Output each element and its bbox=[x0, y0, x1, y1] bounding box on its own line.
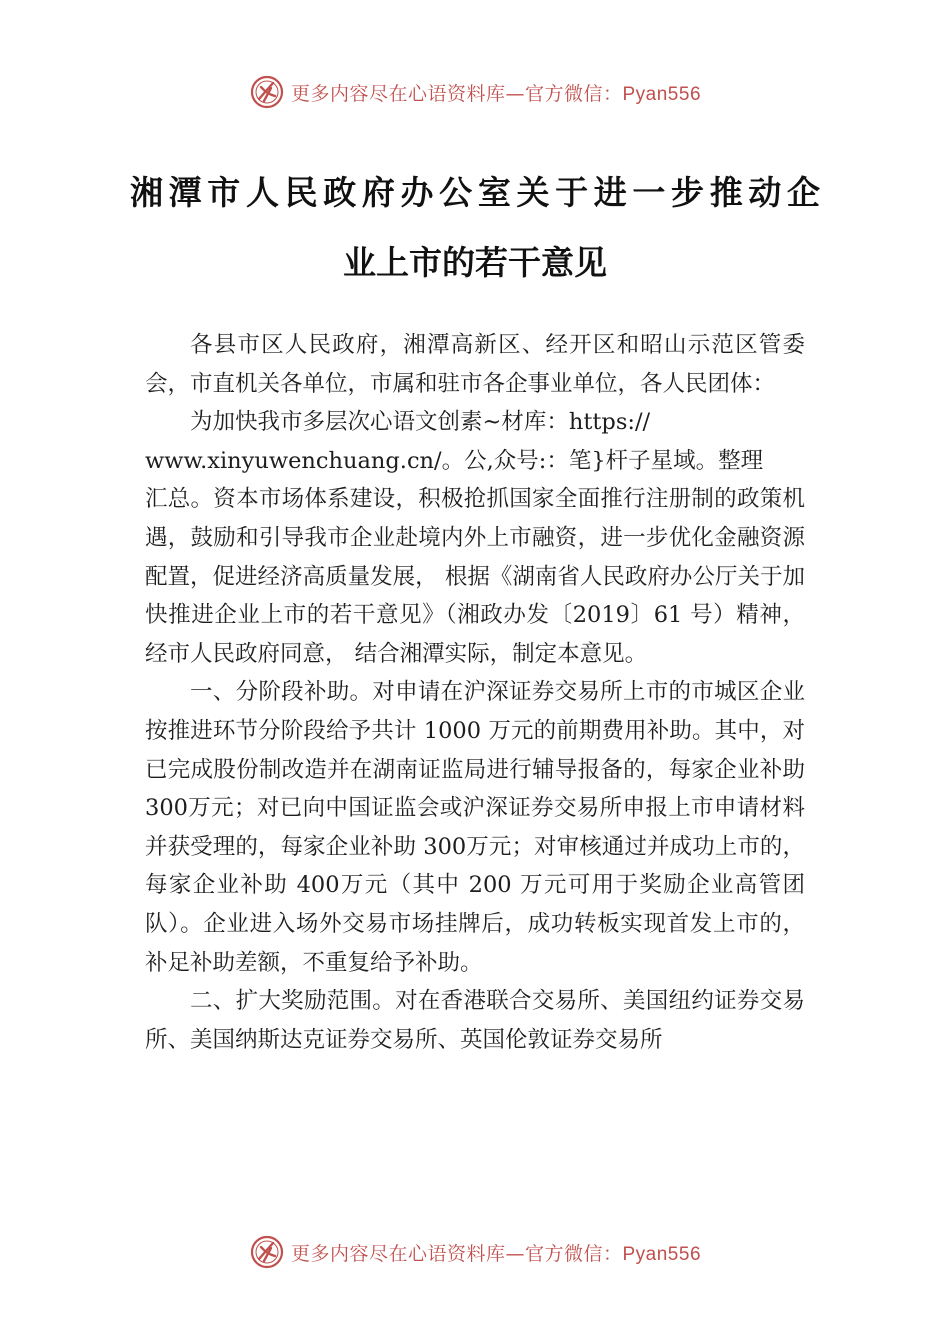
item-1-paragraph: 一、分阶段补助。对申请在沪深证券交易所上市的市城区企业按推进环节分阶段给予共计 1000 万元的前期费用补助。其中，对已完成股份制改造并在湖南证监局进行辅导报备的，每家企业补助 300万元；对已向中国证监会或沪深证券交易所申报上市申请材料并获受理的，每家企业补助 300万元；对审核通过并成功上市的，每家企业补助 400万元（其中 200 万元可用于奖励企业高管团队）。企业进入场外交易市场挂牌后，成功转板实现首发上市的，补足补助差额，不重复给予补助。 bbox=[145, 679, 805, 976]
item-2-paragraph: 二、扩大奖励范围。对在香港联合交易所、美国纽约证券交易所、美国纳斯达克证券交易所、英国伦敦证券交易所 bbox=[145, 988, 805, 1053]
footer-banner bbox=[0, 1232, 950, 1272]
wechat-id: Pyan556 bbox=[622, 83, 702, 105]
wechat-id: Pyan556 bbox=[622, 1243, 702, 1265]
red-seal-logo-icon bbox=[249, 1234, 285, 1270]
intro-rest: 汇总。资本市场体系建设，积极抢抓国家全面推行注册制的政策机遇，鼓励和引导我市企业赴境内外上市融资，进一步优化金融资源配置，促进经济高质量发展， 根据《湖南省人民政府办公厅关于加快推进企业上市的若干意见》（湘政办发〔2019〕61 号）精神，经市人民政府同意， 结合湘潭实际，制定本意见。 bbox=[145, 486, 805, 667]
addressee-paragraph: 各县市区人民政府，湘潭高新区、经开区和昭山示范区管委会，市直机关各单位，市属和驻市各企事业单位，各人民团体： bbox=[145, 332, 805, 397]
intro-line-2: www.xinyuwenchuang.cn/。公,众号:：笔}杆子星域。整理 bbox=[145, 447, 764, 474]
red-seal-logo-icon bbox=[249, 74, 285, 110]
intro-line-1: 为加快我市多层次心语文创素~材库：https:// bbox=[190, 409, 651, 436]
header-banner bbox=[0, 72, 950, 112]
document-title bbox=[130, 158, 820, 298]
title-line-1: 湘潭市人民政府办公室关于进一步推动企 bbox=[130, 173, 820, 212]
banner-text: 更多内容尽在心语资料库—官方微信：Pyan556 bbox=[290, 1242, 702, 1265]
banner-text: 更多内容尽在心语资料库—官方微信：Pyan556 bbox=[290, 82, 702, 105]
document-body bbox=[145, 326, 805, 1059]
title-line-2: 业上市的若干意见 bbox=[343, 243, 607, 282]
intro-paragraph bbox=[145, 403, 805, 673]
